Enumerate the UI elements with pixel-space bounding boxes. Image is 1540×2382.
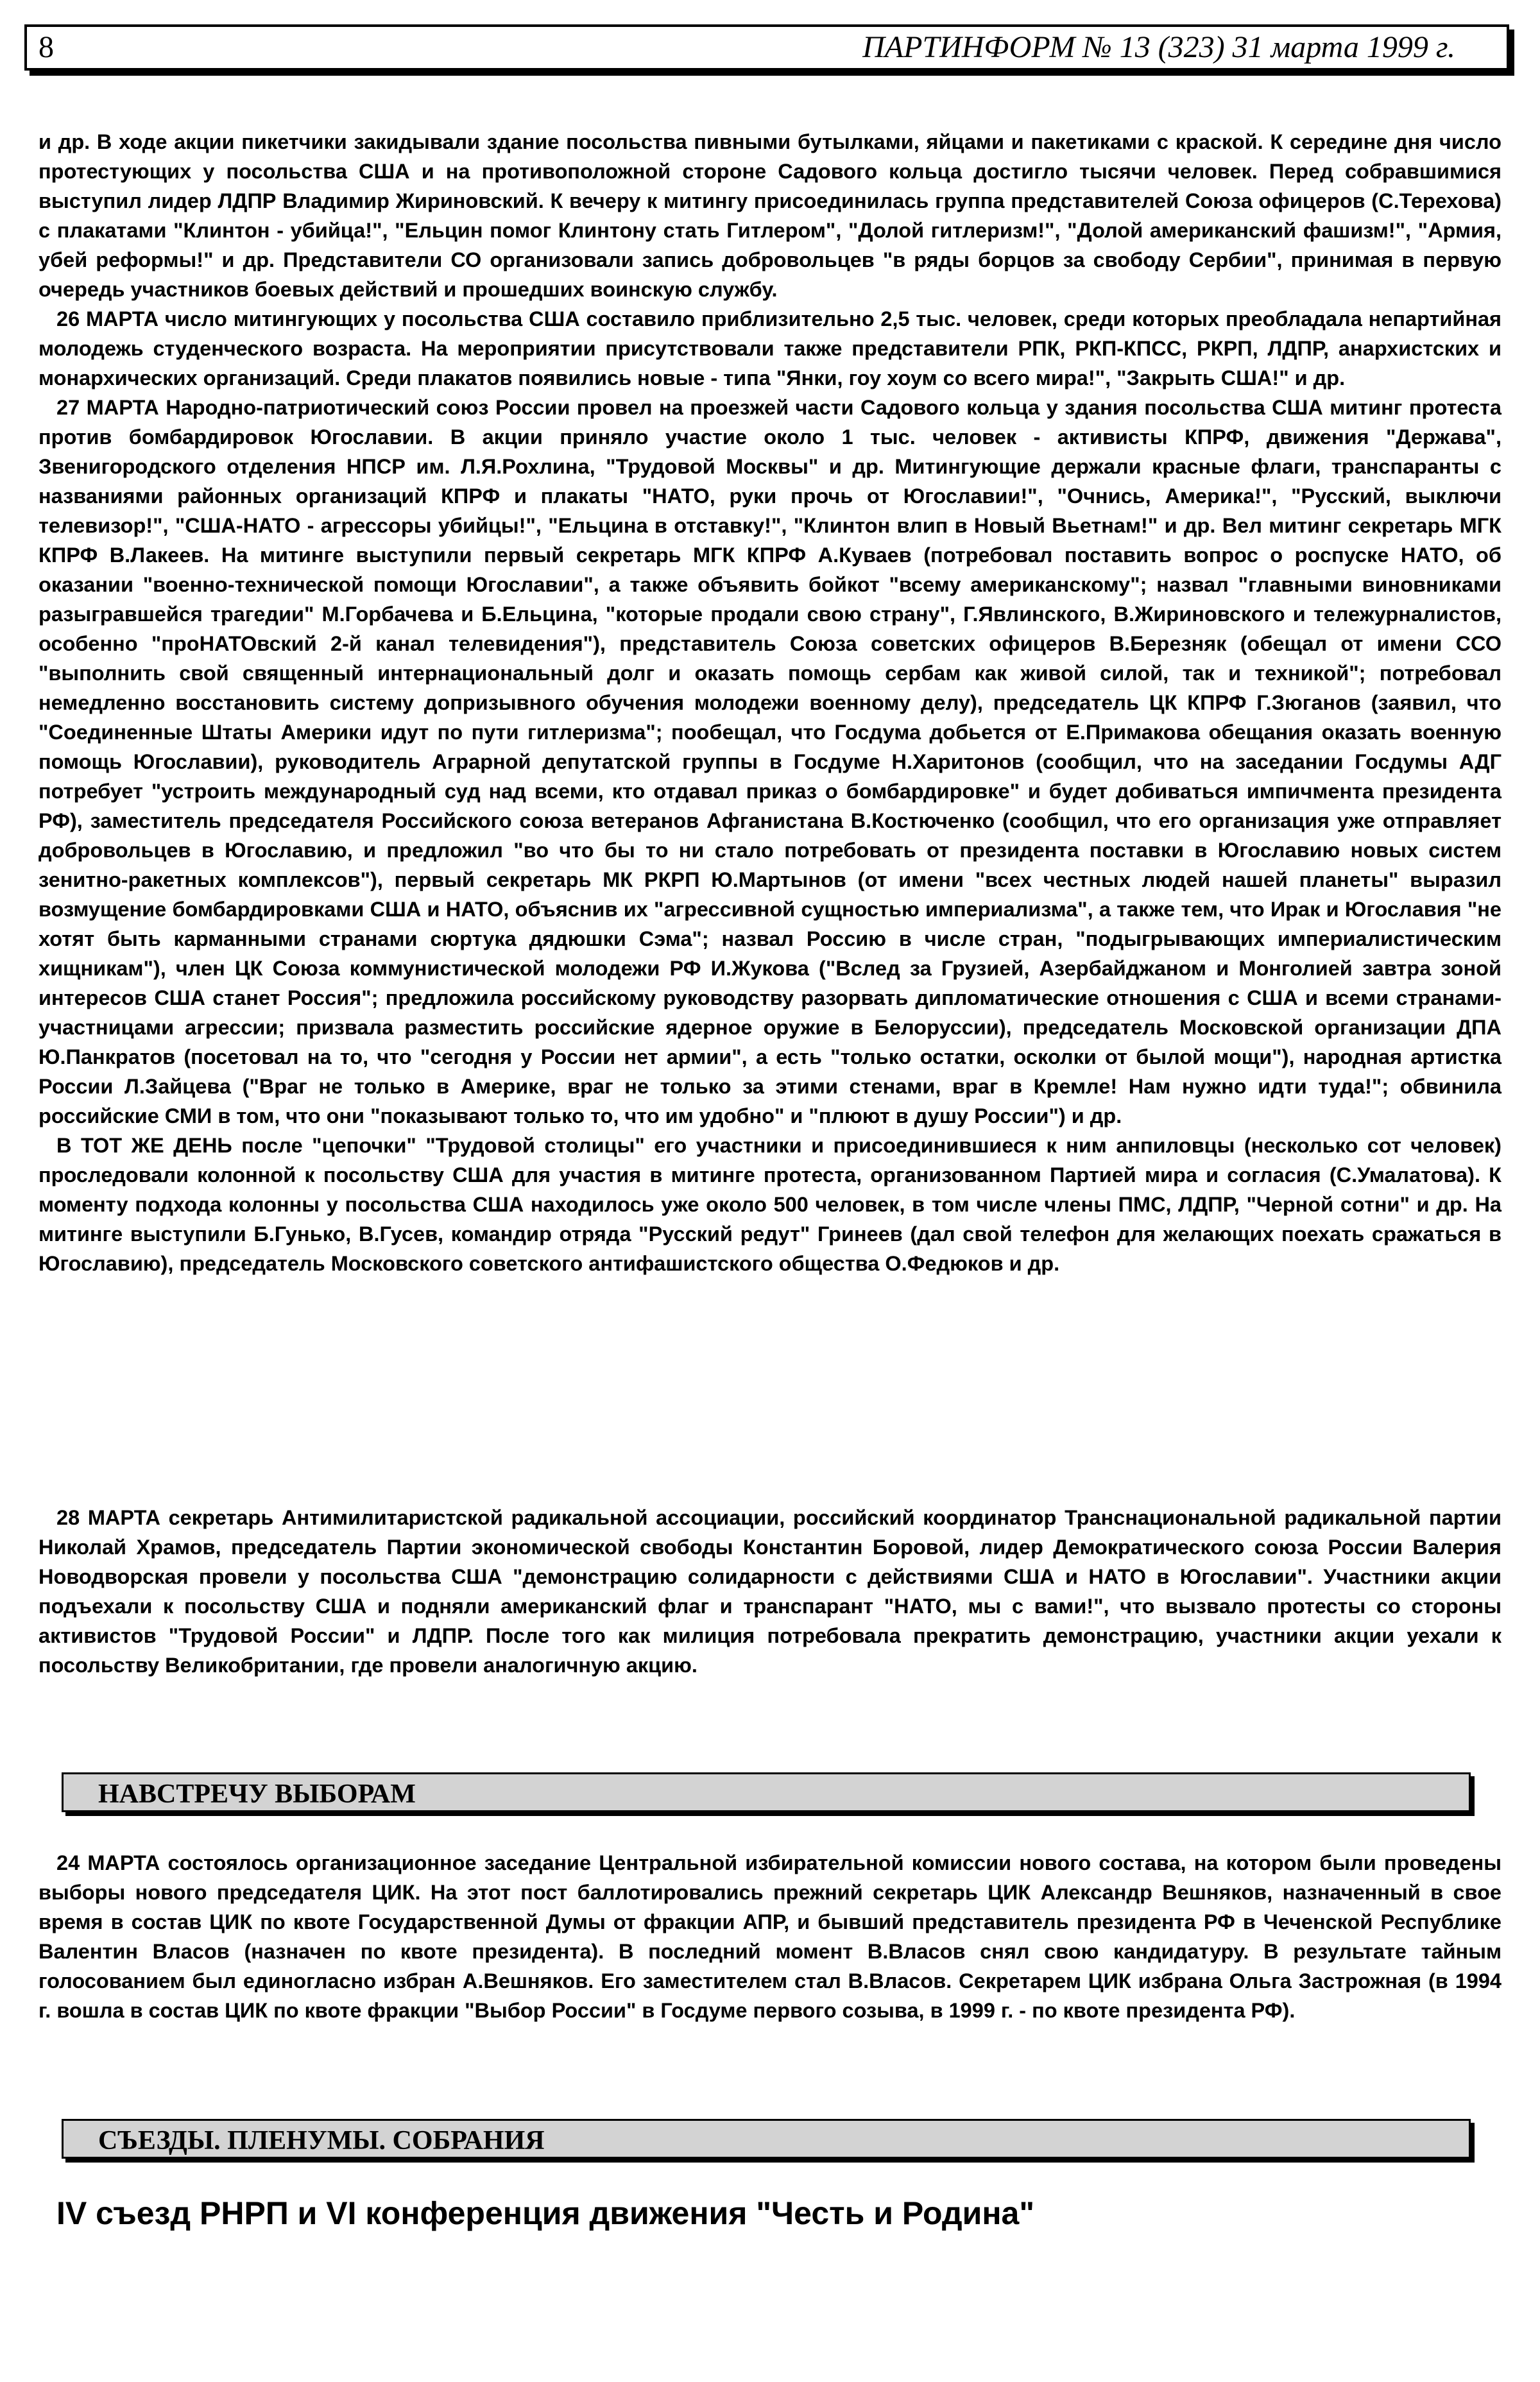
paragraph-same-day: В ТОТ ЖЕ ДЕНЬ после "цепочки" "Трудовой столицы" его участники и присоединившиеся к ним анпиловцы (несколько сот человек) проследовали колонной к посольству США для участия в митинге протеста, организованном Партией мира и согласия (С.Умалатова). К моменту подхода колонны у посольства США находилось уже около 500 человек, в том числе члены ПМС, ЛДПР, "Черной сотни" и др. На митинге выступили Б.Гунько, В.Гусев, командир отряда "Русский редут" Гринеев (дал свой телефон для желающих поехать сражаться в Югославию), председатель Московского советского антифашистского общества О.Федюков и др.	[38, 1134, 1502, 1275]
article-body-protests	[38, 127, 1502, 1278]
article-body-elections	[38, 1848, 1502, 2025]
paragraph-march-26: 26 МАРТА число митингующих у посольства США составило приблизительно 2,5 тыс. человек, среди которых преобладала непартийная молодежь студенческого возраста. На мероприятии присутствовали также представители РПК, РКП-КПСС, РКРП, ЛДПР, анархистских и монархических организаций. Среди плакатов появились новые - типа "Янки, гоу хоум со всего мира!", "Закрыть США!" и др.	[38, 307, 1502, 390]
article-body-march-28	[38, 1503, 1502, 1680]
section-heading-elections: НАВСТРЕЧУ ВЫБОРАМ	[62, 1772, 1471, 1812]
article-subheading: IV съезд РНРП и VI конференция движения "Честь и Родина"	[56, 2195, 1035, 2231]
page-header	[24, 24, 1509, 71]
publication-title: ПАРТИНФОРМ № 13 (323) 31 марта 1999 г.	[862, 30, 1455, 64]
section-heading-congresses: СЪЕЗДЫ. ПЛЕНУМЫ. СОБРАНИЯ	[62, 2119, 1471, 2159]
paragraph-election-commission: 24 МАРТА состоялось организационное заседание Центральной избирательной комиссии нового состава, на котором были проведены выборы нового председателя ЦИК. На этот пост баллотировались прежний секретарь ЦИК Александр Вешняков, назначенный в свое время в состав ЦИК по квоте Государственной Думы от фракции АПР, и бывший представитель президента РФ в Чеченской Республике Валентин Власов (назначен по квоте президента). В последний момент В.Власов снял свою кандидатуру. В результате тайным голосованием был единогласно избран А.Вешняков. Его заместителем стал В.Власов. Секретарем ЦИК избрана Ольга Застрожная (в 1994 г. вошла в состав ЦИК по квоте фракции "Выбор России" в Госдуме первого созыва, в 1999 г. - по квоте президента РФ).	[38, 1851, 1502, 2022]
page-number: 8	[38, 30, 54, 64]
paragraph-march-27: 27 МАРТА Народно-патриотический союз России провел на проезжей части Садового кольца у здания посольства США митинг протеста против бомбардировок Югославии. В акции приняло участие около 1 тыс. человек - активисты КПРФ, движения "Держава", Звенигородского отделения НПСР им. Л.Я.Рохлина, "Трудовой Москвы" и др. Митингующие держали красные флаги, транспаранты с названиями районных организаций КПРФ и плакаты "НАТО, руки прочь от Югославии!", "Очнись, Америка!", "Русский, выключи телевизор!", "США-НАТО - агрессоры убийцы!", "Ельцина в отставку!", "Клинтон влип в Новый Вьетнам!" и др. Вел митинг секретарь МГК КПРФ В.Лакеев. На митинге выступили первый секретарь МГК КПРФ А.Куваев (потребовал поставить вопрос о роспуске НАТО, об оказании "военно-технической помощи Югославии", а также объявить бойкот "всему американскому"; назвал "главными виновниками разыгравшейся трагедии" М.Горбачева и Б.Ельцина, "которые продали свою страну", Г.Явлинского, В.Жириновского и тележурналистов, особенно "проНАТОвский 2-й канал телевидения"), представитель Союза советских офицеров В.Березняк (обещал от имени ССО "выполнить свой священный интернациональный долг и оказать помощь сербам как живой силой, так и техникой"; потребовал немедленно восстановить систему допризывного обучения молодежи военному делу), председатель ЦК КПРФ Г.Зюганов (заявил, что "Соединенные Штаты Америки идут по пути гитлеризма"; пообещал, что Госдума добьется от Е.Примакова обещания оказать военную помощь Югославии), руководитель Аграрной депутатской группы в Госдуме Н.Харитонов (сообщил, что на заседании Госдумы АДГ потребует "устроить международный суд над всеми, кто отдавал приказ о бомбардировке" и будет добиваться импичмента президента РФ), заместитель председателя Российского союза ветеранов Афганистана В.Костюченко (сообщил, что его организация уже отправляет добровольцев в Югославию, и предложил "во что бы то ни стало потребовать от президента поставки в Югославию новых систем зенитно-ракетных комплексов"), первый секретарь МК РКРП Ю.Мартынов (от имени "всех честных людей нашей планеты" выразил возмущение бомбардировками США и НАТО, объяснив их "агрессивной сущностью империализма", а также тем, что Ирак и Югославия "не хотят быть карманными странами сюртука дядюшки Сэма"; назвал Россию в числе стран, "подыгрывающих империалистическим хищникам"), член ЦК Союза коммунистической молодежи РФ И.Жукова ("Вслед за Грузией, Азербайджаном и Монголией завтра зоной интересов США станет Россия"; предложила российскому руководству разорвать дипломатические отношения с США и всеми странами-участницами агрессии; призвала разместить российские ядерное оружие в Белоруссии), председатель Московской организации ДПА Ю.Панкратов (посетовал на то, что "сегодня у России нет армии", а есть "только остатки, осколки от былой мощи"), народная артистка России Л.Зайцева ("Враг не только в Америке, враг не только за этими стенами, враг в Кремле! Нам нужно идти туда!"; обвинила российские СМИ в том, что они "показывают только то, что им удобно" и "плюют в душу России") и др.	[38, 396, 1502, 1127]
paragraph-intro: и др. В ходе акции пикетчики закидывали здание посольства пивными бутылками, яйцами и пакетиками с краской. К середине дня число протестующих у посольства США и на противоположной стороне Садового кольца достигло тысячи человек. Перед собравшимися выступил лидер ЛДПР Владимир Жириновский. К вечеру к митингу присоединилась группа представителей Союза офицеров (С.Терехова) с плакатами "Клинтон - убийца!", "Ельцин помог Клинтону стать Гитлером", "Долой гитлеризм!", "Долой американский фашизм!", "Армия, убей реформы!" и др. Представители СО организовали запись добровольцев "в ряды борцов за свободу Сербии", принимая в первую очередь участников боевых действий и прошедших воинскую службу.	[38, 130, 1502, 301]
paragraph-march-28: 28 МАРТА секретарь Антимилитаристской радикальной ассоциации, российский координатор Транснациональной радикальной партии Николай Храмов, председатель Партии экономической свободы Константин Боровой, лидер Демократического союза России Валерия Новодворская провели у посольства США "демонстрацию солидарности с действиями США и НАТО в Югославии". Участники акции подъехали к посольству США и подняли американский флаг и транспарант "НАТО, мы с вами!", что вызвало протесты со стороны активистов "Трудовой России" и ЛДПР. После того как милиция потребовала прекратить демонстрацию, участники акции уехали к посольству Великобритании, где провели аналогичную акцию.	[38, 1506, 1502, 1677]
